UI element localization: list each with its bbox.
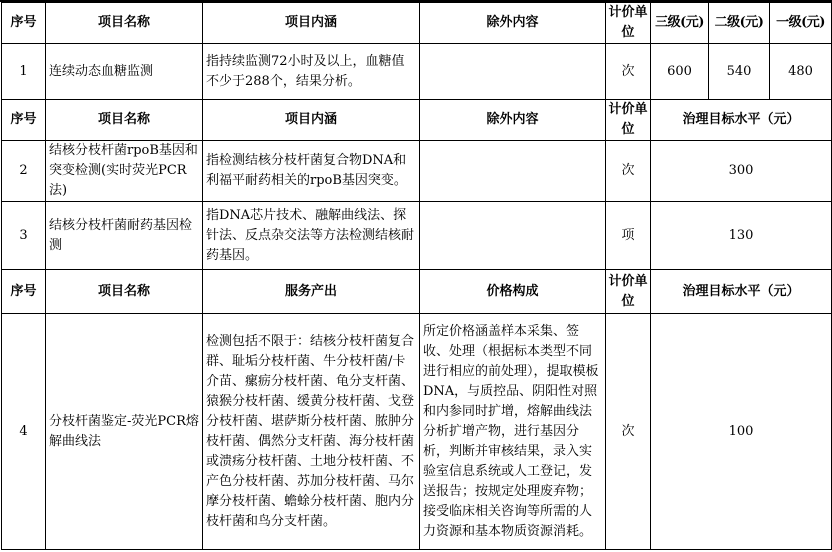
row-no: 2	[2, 141, 46, 202]
header-content: 项目内涵	[203, 3, 420, 44]
row-name: 连续动态血糖监测	[46, 44, 203, 100]
header-no: 序号	[2, 100, 46, 141]
header-no: 序号	[2, 270, 46, 314]
table-row	[2, 141, 832, 202]
row-price: 300	[651, 141, 832, 202]
row-no: 3	[2, 202, 46, 270]
row-exclude	[420, 202, 606, 270]
header-unit: 计价单位	[606, 3, 651, 44]
row-unit: 项	[606, 202, 651, 270]
row-unit: 次	[606, 44, 651, 100]
header-name: 项目名称	[46, 100, 203, 141]
header-content: 项目内涵	[203, 100, 420, 141]
header-level-1: 一级(元)	[770, 3, 832, 44]
header-name: 项目名称	[46, 3, 203, 44]
row-content: 指DNA芯片技术、融解曲线法、探针法、反点杂交法等方法检测结核耐药基因。	[203, 202, 420, 270]
row-price-level-2: 540	[709, 44, 770, 100]
row-unit: 次	[606, 141, 651, 202]
row-price-level-1: 480	[770, 44, 832, 100]
row-no: 1	[2, 44, 46, 100]
header-level-2: 二级(元)	[709, 3, 770, 44]
header-no: 序号	[2, 3, 46, 44]
row-content: 指持续监测72小时及以上，血糖值不少于288个，结果分析。	[203, 44, 420, 100]
header-level-3: 三级(元)	[651, 3, 709, 44]
row-composition: 所定价格涵盖样本采集、签收、处理（根据标本类型不同进行相应的前处理），提取模板DNA，与质控品、阴阳性对照和内参同时扩增，熔解曲线法分析扩增产物，进行基因分析，判断并审核结果，录入实验室信息系统或人工登记，发送报告；按规定处理废弃物；接受临床相关咨询等所需的人力资源和基本物质资源消耗。	[420, 314, 606, 550]
header-exclude: 除外内容	[420, 100, 606, 141]
row-name: 结核分枝杆菌rpoB基因和突变检测(实时荧光PCR法)	[46, 141, 203, 202]
header-target: 治理目标水平（元）	[651, 270, 832, 314]
row-price: 100	[651, 314, 832, 550]
section-1-header	[2, 3, 832, 44]
header-name: 项目名称	[46, 270, 203, 314]
table-row	[2, 44, 832, 100]
table-row	[2, 202, 832, 270]
header-exclude: 除外内容	[420, 3, 606, 44]
row-unit: 次	[606, 314, 651, 550]
header-composition: 价格构成	[420, 270, 606, 314]
header-unit: 计价单位	[606, 100, 651, 141]
header-target: 治理目标水平（元）	[651, 100, 832, 141]
row-price-level-3: 600	[651, 44, 709, 100]
row-exclude	[420, 141, 606, 202]
row-output: 检测包括不限于：结核分枝杆菌复合群、耻垢分枝杆菌、牛分枝杆菌/卡介苗、瘰疬分枝杆菌、龟分支杆菌、猿猴分枝杆菌、缓黄分枝杆菌、戈登分枝杆菌、堪萨斯分枝杆菌、脓肿分枝杆菌、偶然分支杆菌、海分枝杆菌或溃疡分枝杆菌、土地分枝杆菌、不产色分枝杆菌、苏加分枝杆菌、马尔摩分枝杆菌、蟾蜍分枝杆菌、胞内分枝杆菌和鸟分支杆菌。	[203, 314, 420, 550]
section-2-header	[2, 100, 832, 141]
row-content: 指检测结核分枝杆菌复合物DNA和利福平耐药相关的rpoB基因突变。	[203, 141, 420, 202]
pricing-table	[1, 2, 832, 550]
table-row	[2, 314, 832, 550]
row-name: 结核分枝杆菌耐药基因检测	[46, 202, 203, 270]
row-name: 分枝杆菌鉴定-荧光PCR熔解曲线法	[46, 314, 203, 550]
header-output: 服务产出	[203, 270, 420, 314]
row-price: 130	[651, 202, 832, 270]
header-unit: 计价单位	[606, 270, 651, 314]
row-no: 4	[2, 314, 46, 550]
row-exclude	[420, 44, 606, 100]
section-3-header	[2, 270, 832, 314]
